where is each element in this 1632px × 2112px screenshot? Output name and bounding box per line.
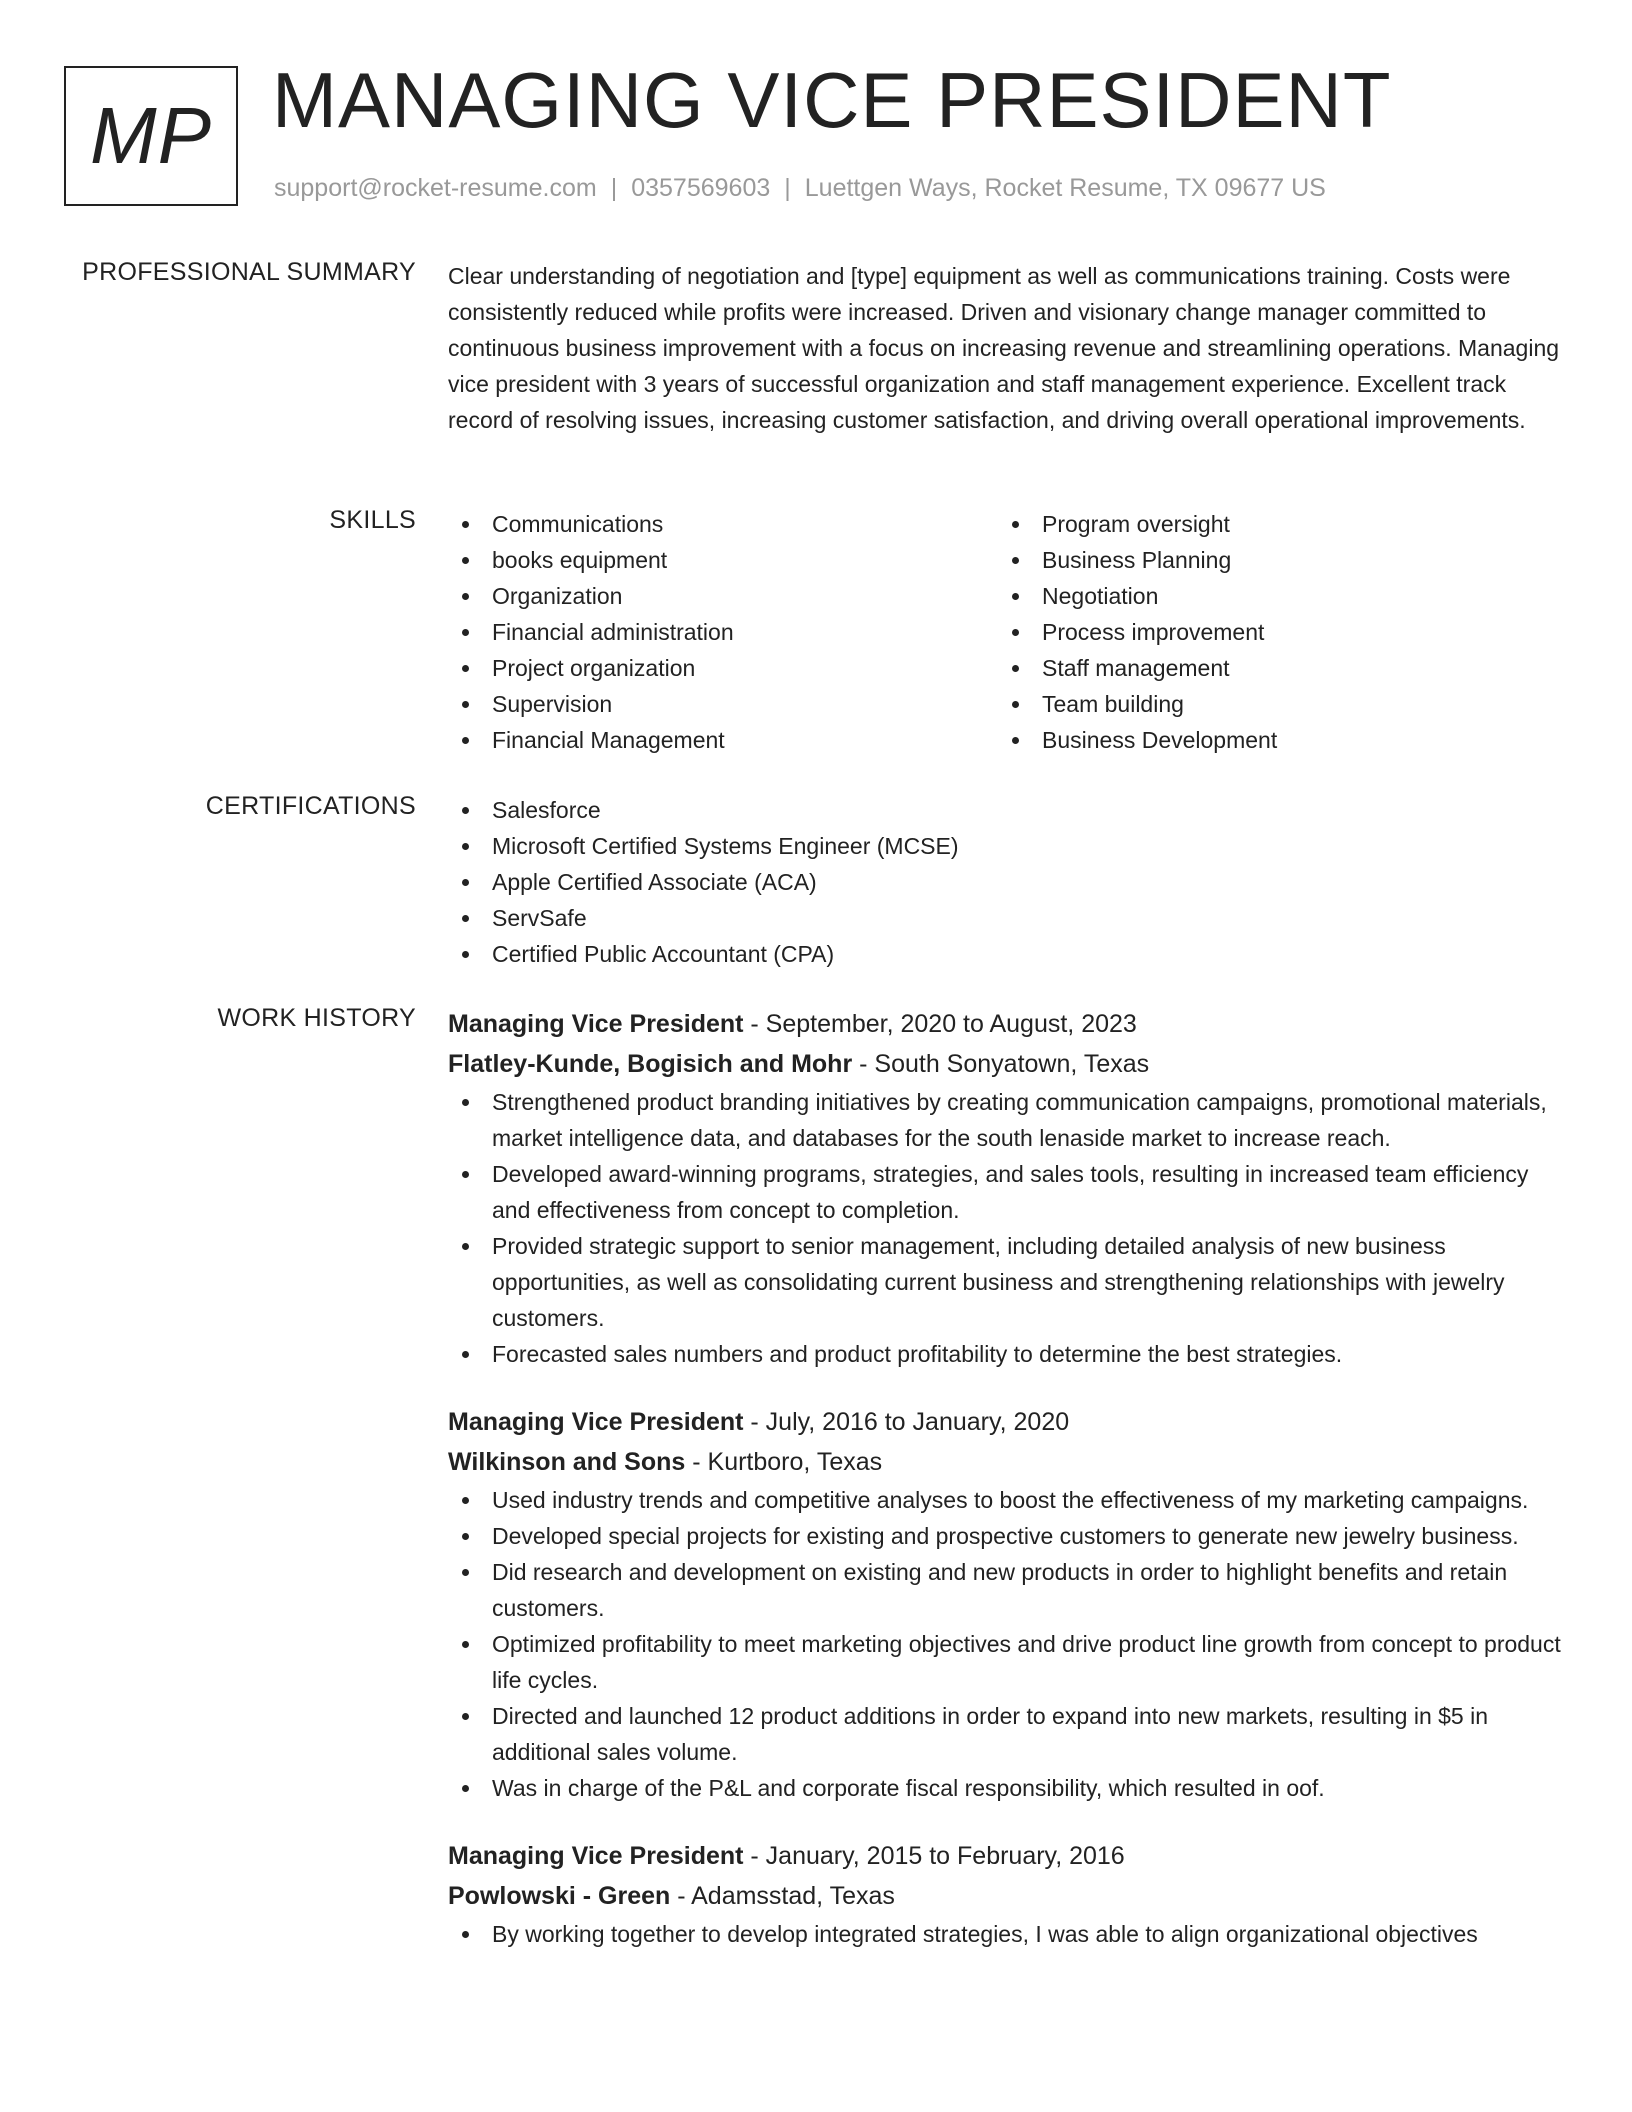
skill-item: Negotiation xyxy=(998,578,1548,614)
certifications-body xyxy=(448,792,1564,972)
job-bullet: By working together to develop integrated strategies, I was able to align organizational objectives xyxy=(448,1916,1564,1952)
job-bullet-list xyxy=(448,1916,1564,1952)
skills-label: SKILLS xyxy=(329,506,416,534)
skill-item: books equipment xyxy=(448,542,998,578)
job-title: Managing Vice President xyxy=(448,1010,744,1038)
job-title: Managing Vice President xyxy=(448,1408,744,1436)
skill-item: Process improvement xyxy=(998,614,1548,650)
resume-title: MANAGING VICE PRESIDENT xyxy=(272,56,1392,144)
job-bullet-list xyxy=(448,1084,1564,1372)
job-title-line xyxy=(448,1836,1564,1876)
job-bullet: Developed special projects for existing and prospective customers to generate new jewelry business. xyxy=(448,1518,1564,1554)
job-entry xyxy=(448,1004,1564,1372)
work-history-body xyxy=(448,1004,1564,1982)
skills-list-right xyxy=(998,506,1548,758)
job-bullet: Forecasted sales numbers and product profitability to determine the best strategies. xyxy=(448,1336,1564,1372)
job-dates: - September, 2020 to August, 2023 xyxy=(743,1010,1137,1038)
skill-item: Program oversight xyxy=(998,506,1548,542)
skill-item: Staff management xyxy=(998,650,1548,686)
skills-grid xyxy=(448,506,1564,758)
job-title: Managing Vice President xyxy=(448,1842,744,1870)
skill-item: Financial administration xyxy=(448,614,998,650)
job-company: Powlowski - Green xyxy=(448,1882,671,1910)
skills-body xyxy=(448,506,1564,758)
skill-item: Team building xyxy=(998,686,1548,722)
job-bullet: Used industry trends and competitive analyses to boost the effectiveness of my marketing campaigns. xyxy=(448,1482,1564,1518)
job-entry xyxy=(448,1402,1564,1806)
skill-item: Supervision xyxy=(448,686,998,722)
monogram-initials: MP xyxy=(90,91,212,180)
certification-item: Salesforce xyxy=(448,792,1564,828)
skills-column-left xyxy=(448,506,998,758)
summary-text: Clear understanding of negotiation and [type] equipment as well as communications training. Costs were consistently reduced while profits were increased. Driven and visionary change manager committed to continuous business improvement with a focus on increasing revenue and streamlining operations. Managing vice president with 3 years of successful organization and staff management experience. Excellent track record of resolving issues, increasing customer satisfaction, and driving overall operational improvements. xyxy=(448,263,1560,433)
job-location: - Adamsstad, Texas xyxy=(670,1882,895,1910)
certification-item: ServSafe xyxy=(448,900,1564,936)
job-title-line xyxy=(448,1402,1564,1442)
skill-item: Financial Management xyxy=(448,722,998,758)
job-location: - South Sonyatown, Texas xyxy=(852,1050,1150,1078)
job-bullet: Provided strategic support to senior management, including detailed analysis of new business opportunities, as well as consolidating current business and strengthening relationships with jewelry customers. xyxy=(448,1228,1564,1336)
contact-email: support@rocket-resume.com xyxy=(274,174,597,202)
skills-column-right xyxy=(998,506,1548,758)
certification-item: Microsoft Certified Systems Engineer (MCSE) xyxy=(448,828,1564,864)
job-bullet: Developed award-winning programs, strategies, and sales tools, resulting in increased team efficiency and effectiveness from concept to completion. xyxy=(448,1156,1564,1228)
job-entry xyxy=(448,1836,1564,1952)
certification-item: Apple Certified Associate (ACA) xyxy=(448,864,1564,900)
job-bullet: Optimized profitability to meet marketing objectives and drive product line growth from concept to product life cycles. xyxy=(448,1626,1564,1698)
job-location: - Kurtboro, Texas xyxy=(685,1448,883,1476)
job-bullet: Strengthened product branding initiatives by creating communication campaigns, promotional materials, market intelligence data, and databases for the south lenaside market to increase reach. xyxy=(448,1084,1564,1156)
skills-list-left xyxy=(448,506,998,758)
job-bullet: Did research and development on existing and new products in order to highlight benefits and retain customers. xyxy=(448,1554,1564,1626)
skill-item: Project organization xyxy=(448,650,998,686)
job-dates: - January, 2015 to February, 2016 xyxy=(743,1842,1125,1870)
job-bullet: Was in charge of the P&L and corporate fiscal responsibility, which resulted in oof. xyxy=(448,1770,1564,1806)
contact-address: Luettgen Ways, Rocket Resume, TX 09677 US xyxy=(804,174,1326,202)
certifications-list xyxy=(448,792,1564,972)
job-company-line xyxy=(448,1044,1564,1084)
skill-item: Business Planning xyxy=(998,542,1548,578)
skill-item: Organization xyxy=(448,578,998,614)
contact-separator: | xyxy=(784,174,791,202)
job-company: Wilkinson and Sons xyxy=(448,1448,686,1476)
job-title-line xyxy=(448,1004,1564,1044)
certifications-label: CERTIFICATIONS xyxy=(205,792,416,820)
contact-line xyxy=(274,174,1326,203)
job-bullet-list xyxy=(448,1482,1564,1806)
skill-item: Business Development xyxy=(998,722,1548,758)
summary-label: PROFESSIONAL SUMMARY xyxy=(82,258,416,286)
job-company-line xyxy=(448,1442,1564,1482)
job-bullet: Directed and launched 12 product additions in order to expand into new markets, resulting in $5 in additional sales volume. xyxy=(448,1698,1564,1770)
job-company-line xyxy=(448,1876,1564,1916)
job-company: Flatley-Kunde, Bogisich and Mohr xyxy=(448,1050,853,1078)
skill-item: Communications xyxy=(448,506,998,542)
contact-separator: | xyxy=(610,174,618,202)
monogram-box xyxy=(64,66,238,206)
contact-phone: 0357569603 xyxy=(631,174,771,202)
summary-body xyxy=(448,258,1564,438)
job-dates: - July, 2016 to January, 2020 xyxy=(743,1408,1070,1436)
work-history-label: WORK HISTORY xyxy=(217,1004,416,1032)
certification-item: Certified Public Accountant (CPA) xyxy=(448,936,1564,972)
